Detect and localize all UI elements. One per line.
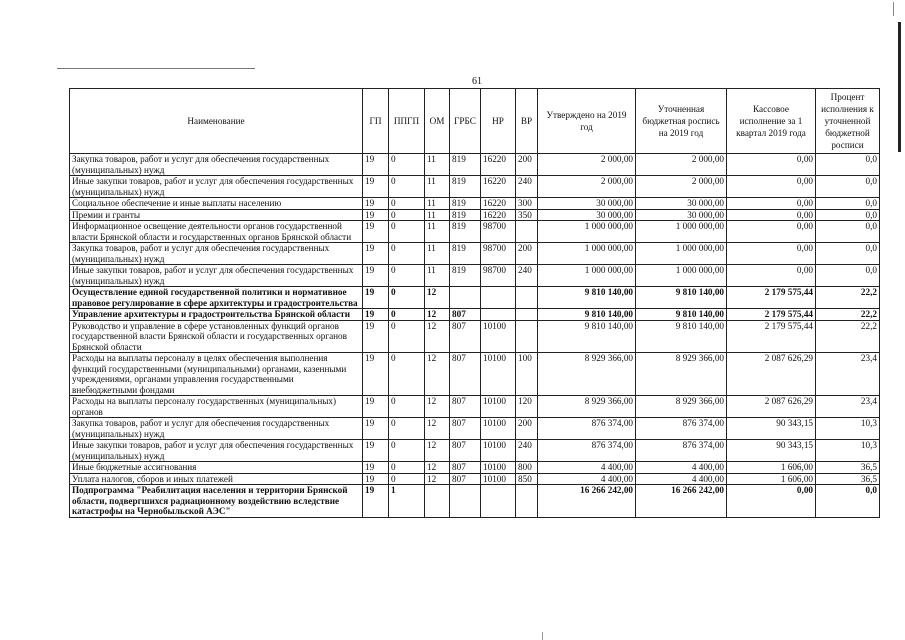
cell-approved: 876 374,00 — [538, 418, 636, 440]
cell-percent: 36,5 — [816, 473, 880, 485]
cell-om: 11 — [425, 154, 450, 176]
cell-refined: 1 000 000,00 — [636, 221, 727, 243]
cell-name: Иные бюджетные ассигнования — [70, 462, 363, 474]
cell-ppgp: 0 — [389, 462, 425, 474]
cell-gp: 19 — [363, 418, 389, 440]
table-row — [70, 221, 880, 243]
cell-percent: 0,0 — [816, 198, 880, 210]
cell-name: Расходы на выплаты персоналу государственных (муниципальных) органов — [70, 396, 363, 418]
cell-om: 12 — [425, 309, 450, 321]
cell-cash: 0,00 — [727, 221, 816, 243]
cell-vr: 240 — [516, 265, 538, 287]
cell-grbs: 819 — [450, 209, 481, 221]
cell-approved: 8 929 366,00 — [538, 353, 636, 396]
cell-refined: 4 400,00 — [636, 473, 727, 485]
cell-om: 12 — [425, 418, 450, 440]
cell-vr: 240 — [516, 440, 538, 462]
cell-percent: 0,0 — [816, 243, 880, 265]
cell-name: Подпрограмма "Реабилитация населения и территории Брянской области, подвергшихся радиационному воздействию вследствие катастрофы на Чернобыльской АЭС" — [70, 485, 363, 518]
cell-om: 11 — [425, 209, 450, 221]
cell-ppgp: 0 — [389, 154, 425, 176]
cell-ppgp: 0 — [389, 243, 425, 265]
cell-om: 12 — [425, 440, 450, 462]
cell-vr: 240 — [516, 176, 538, 198]
table-row — [70, 309, 880, 321]
cell-ppgp: 0 — [389, 320, 425, 353]
cell-refined: 876 374,00 — [636, 440, 727, 462]
cell-grbs: 807 — [450, 440, 481, 462]
cell-percent: 36,5 — [816, 462, 880, 474]
header-grbs: ГРБС — [450, 89, 481, 154]
cell-percent: 0,0 — [816, 209, 880, 221]
cell-gp: 19 — [363, 320, 389, 353]
cell-np — [481, 309, 516, 321]
cell-percent: 10,3 — [816, 418, 880, 440]
cell-name: Закупка товаров, работ и услуг для обеспечения государственных (муниципальных) нужд — [70, 154, 363, 176]
cell-np: 16220 — [481, 209, 516, 221]
cell-vr: 350 — [516, 209, 538, 221]
cell-grbs: 807 — [450, 353, 481, 396]
cell-approved: 1 000 000,00 — [538, 265, 636, 287]
cell-name: Расходы на выплаты персоналу в целях обеспечения выполнения функций государственными (муниципальными) органами, казенными учреждениями, органами управления государственными внебюджетными фондами — [70, 353, 363, 396]
cell-refined: 30 000,00 — [636, 209, 727, 221]
cell-grbs: 807 — [450, 418, 481, 440]
cell-gp: 19 — [363, 485, 389, 518]
table-row — [70, 209, 880, 221]
cell-om: 11 — [425, 265, 450, 287]
cell-vr: 100 — [516, 353, 538, 396]
cell-om: 12 — [425, 473, 450, 485]
cell-gp: 19 — [363, 243, 389, 265]
cell-refined: 8 929 366,00 — [636, 396, 727, 418]
cell-cash: 2 179 575,44 — [727, 287, 816, 309]
cell-name: Закупка товаров, работ и услуг для обеспечения государственных (муниципальных) нужд — [70, 418, 363, 440]
header-percent: Процент исполнения к уточненной бюджетной росписи — [816, 89, 880, 154]
cell-name: Осуществление единой государственной политики и нормативное правовое регулирование в сфере архитектуры и градостроительства — [70, 287, 363, 309]
cell-approved: 16 266 242,00 — [538, 485, 636, 518]
cell-grbs: 819 — [450, 221, 481, 243]
cell-vr — [516, 221, 538, 243]
header-vr: ВР — [516, 89, 538, 154]
cell-ppgp: 0 — [389, 198, 425, 210]
cell-np: 10100 — [481, 320, 516, 353]
cell-gp: 19 — [363, 176, 389, 198]
table-row — [70, 418, 880, 440]
cell-approved: 876 374,00 — [538, 440, 636, 462]
cell-om: 11 — [425, 243, 450, 265]
cell-ppgp: 0 — [389, 440, 425, 462]
cell-percent: 0,0 — [816, 265, 880, 287]
cell-approved: 1 000 000,00 — [538, 221, 636, 243]
header-om: ОМ — [425, 89, 450, 154]
cell-cash: 0,00 — [727, 176, 816, 198]
cell-grbs: 819 — [450, 176, 481, 198]
cell-vr: 200 — [516, 154, 538, 176]
cell-name: Иные закупки товаров, работ и услуг для обеспечения государственных (муниципальных) нужд — [70, 265, 363, 287]
cell-refined: 16 266 242,00 — [636, 485, 727, 518]
cell-vr — [516, 485, 538, 518]
cell-name: Уплата налогов, сборов и иных платежей — [70, 473, 363, 485]
cell-percent: 22,2 — [816, 309, 880, 321]
cell-refined: 2 000,00 — [636, 154, 727, 176]
cell-name: Управление архитектуры и градостроительства Брянской области — [70, 309, 363, 321]
cell-cash: 0,00 — [727, 154, 816, 176]
cell-approved: 9 810 140,00 — [538, 287, 636, 309]
cell-name: Закупка товаров, работ и услуг для обеспечения государственных (муниципальных) нужд — [70, 243, 363, 265]
cell-cash: 1 606,00 — [727, 473, 816, 485]
cell-gp: 19 — [363, 265, 389, 287]
cell-cash: 90 343,15 — [727, 440, 816, 462]
page-number: 61 — [472, 76, 482, 87]
cell-percent: 0,0 — [816, 221, 880, 243]
cell-grbs — [450, 287, 481, 309]
cell-np: 10100 — [481, 440, 516, 462]
cell-gp: 19 — [363, 198, 389, 210]
cell-om: 11 — [425, 221, 450, 243]
cell-ppgp: 0 — [389, 265, 425, 287]
cell-gp: 19 — [363, 309, 389, 321]
cell-np — [481, 485, 516, 518]
cell-refined: 9 810 140,00 — [636, 287, 727, 309]
cell-approved: 2 000,00 — [538, 176, 636, 198]
cell-ppgp: 0 — [389, 287, 425, 309]
cell-percent: 0,0 — [816, 154, 880, 176]
table-row — [70, 176, 880, 198]
cell-name: Иные закупки товаров, работ и услуг для обеспечения государственных (муниципальных) нужд — [70, 176, 363, 198]
cell-approved: 30 000,00 — [538, 209, 636, 221]
cell-om: 11 — [425, 198, 450, 210]
cell-approved: 9 810 140,00 — [538, 309, 636, 321]
scan-edge-tick — [893, 2, 894, 16]
cell-refined: 876 374,00 — [636, 418, 727, 440]
cell-np: 16220 — [481, 154, 516, 176]
cell-vr — [516, 320, 538, 353]
header-np: НР — [481, 89, 516, 154]
cell-percent: 10,3 — [816, 440, 880, 462]
cell-percent: 22,2 — [816, 287, 880, 309]
cell-approved: 9 810 140,00 — [538, 320, 636, 353]
header-name: Наименование — [70, 89, 363, 154]
cell-cash: 0,00 — [727, 485, 816, 518]
cell-vr: 800 — [516, 462, 538, 474]
cell-gp: 19 — [363, 209, 389, 221]
table-row — [70, 320, 880, 353]
cell-refined: 9 810 140,00 — [636, 320, 727, 353]
cell-vr — [516, 287, 538, 309]
cell-approved: 4 400,00 — [538, 473, 636, 485]
header-refined: Уточненная бюджетная роспись на 2019 год — [636, 89, 727, 154]
header-cash: Кассовое исполнение за 1 квартал 2019 года — [727, 89, 816, 154]
budget-execution-table — [69, 88, 880, 518]
cell-cash: 0,00 — [727, 243, 816, 265]
cell-percent: 0,0 — [816, 176, 880, 198]
table-row — [70, 198, 880, 210]
table-row — [70, 440, 880, 462]
cell-cash: 1 606,00 — [727, 462, 816, 474]
table-row — [70, 473, 880, 485]
cell-ppgp: 0 — [389, 176, 425, 198]
cell-refined: 9 810 140,00 — [636, 309, 727, 321]
cell-ppgp: 0 — [389, 473, 425, 485]
cell-ppgp: 0 — [389, 396, 425, 418]
cell-om: 12 — [425, 396, 450, 418]
table-row — [70, 485, 880, 518]
cell-grbs: 807 — [450, 309, 481, 321]
cell-grbs: 819 — [450, 198, 481, 210]
cell-cash: 2 087 626,29 — [727, 353, 816, 396]
cell-np: 98700 — [481, 221, 516, 243]
table-row — [70, 265, 880, 287]
cell-cash: 2 179 575,44 — [727, 320, 816, 353]
cell-cash: 0,00 — [727, 209, 816, 221]
header-rule — [57, 68, 255, 69]
cell-ppgp: 0 — [389, 221, 425, 243]
cell-ppgp: 0 — [389, 209, 425, 221]
cell-np: 16220 — [481, 176, 516, 198]
cell-name: Информационное освещение деятельности органов государственной власти Брянской области и государственных органов Брянской области — [70, 221, 363, 243]
table-body — [70, 154, 880, 518]
cell-gp: 19 — [363, 287, 389, 309]
cell-np: 98700 — [481, 265, 516, 287]
header-ppgp: ППГП — [389, 89, 425, 154]
cell-grbs: 807 — [450, 396, 481, 418]
cell-cash: 0,00 — [727, 265, 816, 287]
cell-approved: 8 929 366,00 — [538, 396, 636, 418]
cell-om: 11 — [425, 176, 450, 198]
scan-edge-line — [898, 22, 901, 152]
cell-grbs: 819 — [450, 154, 481, 176]
cell-refined: 4 400,00 — [636, 462, 727, 474]
table-row — [70, 353, 880, 396]
table-header-row — [70, 89, 880, 154]
cell-ppgp: 1 — [389, 485, 425, 518]
cell-ppgp: 0 — [389, 418, 425, 440]
cell-grbs: 807 — [450, 320, 481, 353]
cell-refined: 8 929 366,00 — [636, 353, 727, 396]
cell-grbs: 807 — [450, 462, 481, 474]
table-row — [70, 462, 880, 474]
cell-ppgp: 0 — [389, 353, 425, 396]
cell-np: 10100 — [481, 396, 516, 418]
cell-refined: 30 000,00 — [636, 198, 727, 210]
cell-np — [481, 287, 516, 309]
cell-vr — [516, 309, 538, 321]
cell-vr: 850 — [516, 473, 538, 485]
cell-refined: 1 000 000,00 — [636, 243, 727, 265]
cell-approved: 1 000 000,00 — [538, 243, 636, 265]
cell-om: 12 — [425, 287, 450, 309]
cell-cash: 0,00 — [727, 198, 816, 210]
cell-name: Премии и гранты — [70, 209, 363, 221]
cell-gp: 19 — [363, 221, 389, 243]
cell-grbs: 807 — [450, 473, 481, 485]
cell-om: 12 — [425, 353, 450, 396]
cell-om — [425, 485, 450, 518]
cell-grbs — [450, 485, 481, 518]
cell-refined: 1 000 000,00 — [636, 265, 727, 287]
table-row — [70, 154, 880, 176]
cell-ppgp: 0 — [389, 309, 425, 321]
cell-np: 10100 — [481, 353, 516, 396]
cell-gp: 19 — [363, 462, 389, 474]
cell-percent: 0,0 — [816, 485, 880, 518]
cell-np: 98700 — [481, 243, 516, 265]
cell-refined: 2 000,00 — [636, 176, 727, 198]
cell-gp: 19 — [363, 473, 389, 485]
cell-np: 10100 — [481, 473, 516, 485]
table-row — [70, 243, 880, 265]
cell-percent: 22,2 — [816, 320, 880, 353]
cell-name: Иные закупки товаров, работ и услуг для обеспечения государственных (муниципальных) нужд — [70, 440, 363, 462]
cell-cash: 2 179 575,44 — [727, 309, 816, 321]
header-gp: ГП — [363, 89, 389, 154]
cell-vr: 200 — [516, 418, 538, 440]
cell-gp: 19 — [363, 353, 389, 396]
cell-vr: 120 — [516, 396, 538, 418]
cell-om: 12 — [425, 462, 450, 474]
cell-np: 16220 — [481, 198, 516, 210]
cell-approved: 30 000,00 — [538, 198, 636, 210]
cell-om: 12 — [425, 320, 450, 353]
cell-np: 10100 — [481, 462, 516, 474]
header-approved: Утверждено на 2019 год — [538, 89, 636, 154]
cell-cash: 90 343,15 — [727, 418, 816, 440]
cell-vr: 200 — [516, 243, 538, 265]
cell-name: Руководство и управление в сфере установленных функций органов государственной власти Брянской области и государственных органов Брянской области — [70, 320, 363, 353]
cell-gp: 19 — [363, 440, 389, 462]
cell-gp: 19 — [363, 154, 389, 176]
cell-grbs: 819 — [450, 243, 481, 265]
cell-vr: 300 — [516, 198, 538, 210]
cell-cash: 2 087 626,29 — [727, 396, 816, 418]
cell-approved: 4 400,00 — [538, 462, 636, 474]
cell-percent: 23,4 — [816, 353, 880, 396]
table-row — [70, 287, 880, 309]
table-row — [70, 396, 880, 418]
scan-bottom-mark — [542, 632, 543, 640]
cell-percent: 23,4 — [816, 396, 880, 418]
cell-approved: 2 000,00 — [538, 154, 636, 176]
cell-name: Социальное обеспечение и иные выплаты населению — [70, 198, 363, 210]
cell-gp: 19 — [363, 396, 389, 418]
cell-grbs: 819 — [450, 265, 481, 287]
cell-np: 10100 — [481, 418, 516, 440]
